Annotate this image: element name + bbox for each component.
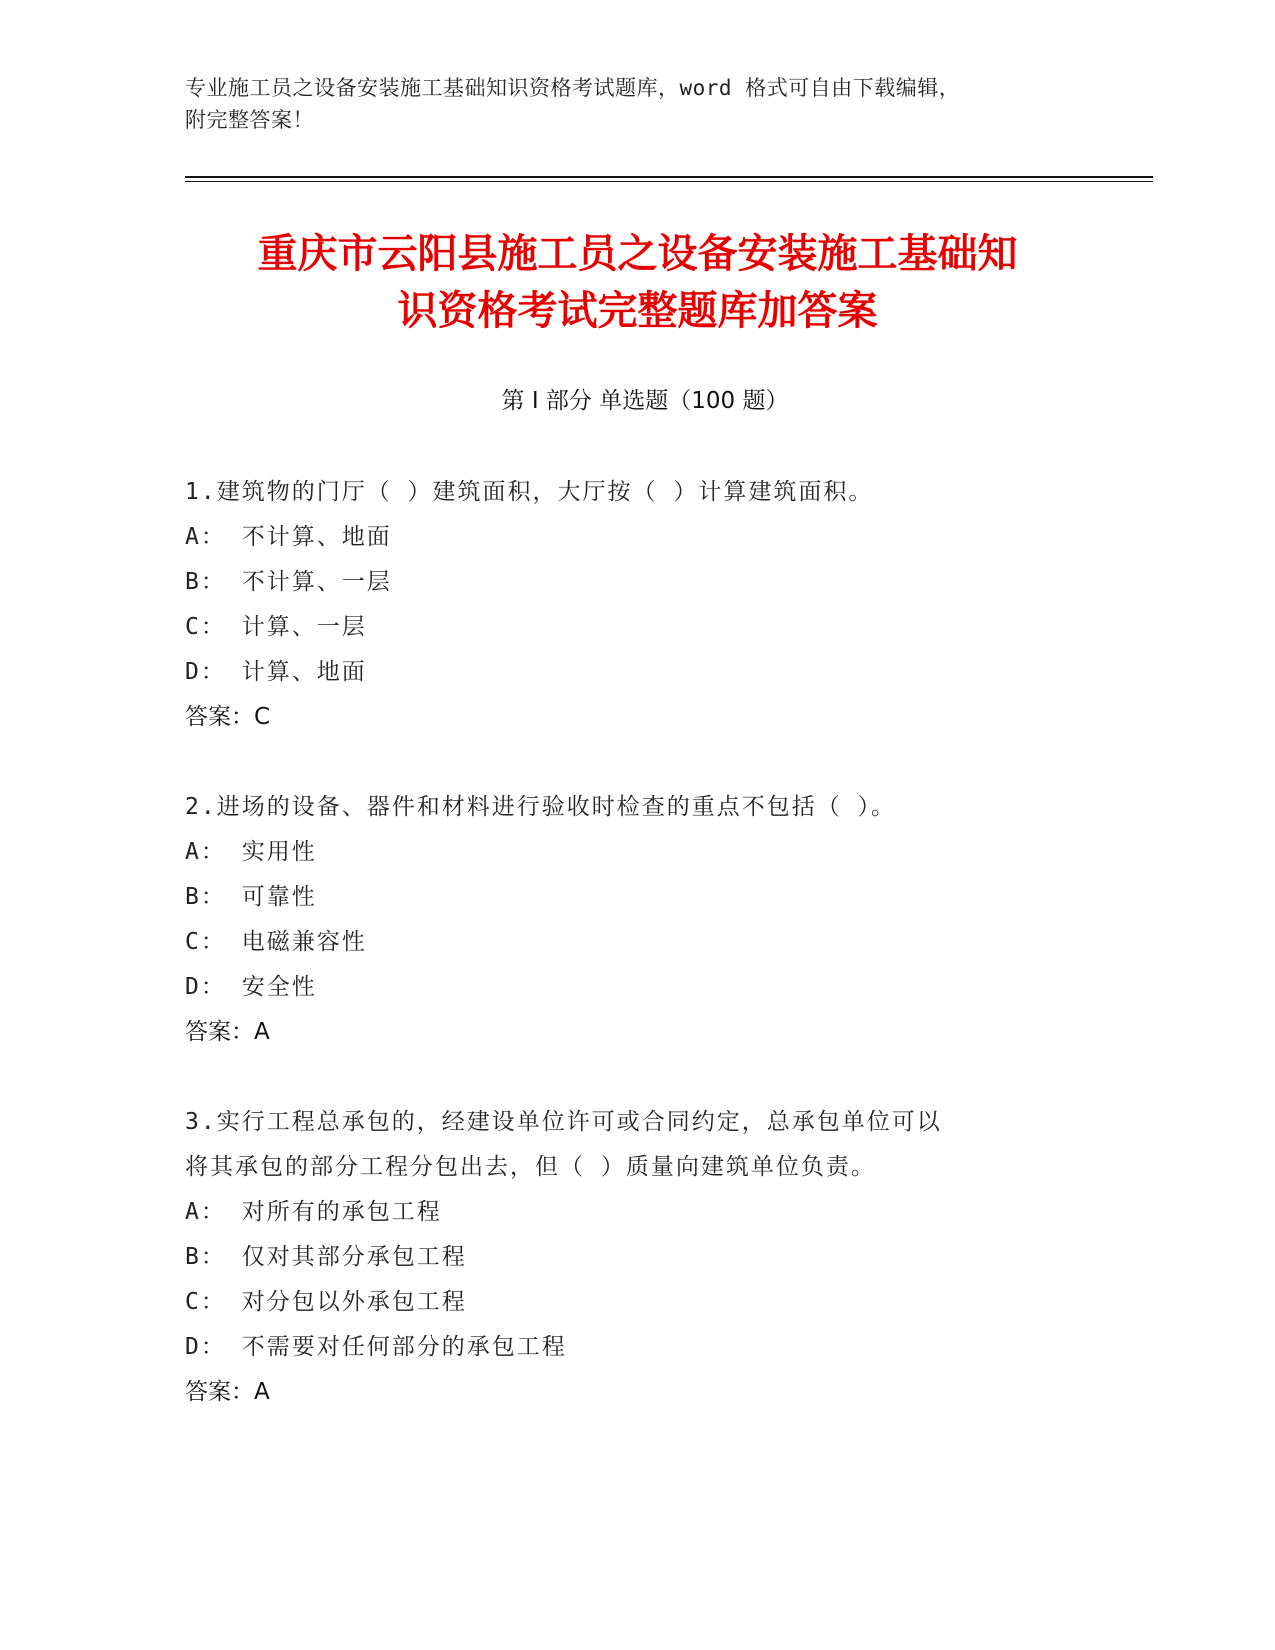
option-b: B： 可靠性 <box>185 884 317 910</box>
option-c: C： 电磁兼容性 <box>185 929 367 955</box>
option-a: A： 不计算、地面 <box>185 524 392 550</box>
option-d: D： 不需要对任何部分的承包工程 <box>185 1334 567 1360</box>
answer-line: 答案：A <box>185 1019 270 1045</box>
question-item <box>185 1100 1075 1415</box>
question-stem: 3.实行工程总承包的，经建设单位许可或合同约定，总承包单位可以 <box>185 1109 942 1135</box>
option-d: D： 安全性 <box>185 974 317 1000</box>
option-b: B： 仅对其部分承包工程 <box>185 1244 467 1270</box>
header-divider <box>185 176 1153 178</box>
option-a: A： 实用性 <box>185 839 317 865</box>
option-c: C： 计算、一层 <box>185 614 367 640</box>
document-title <box>150 226 1125 340</box>
option-a: A： 对所有的承包工程 <box>185 1199 442 1225</box>
header-note <box>185 72 1085 136</box>
option-c: C： 对分包以外承包工程 <box>185 1289 467 1315</box>
header-note-line: 专业施工员之设备安装施工基础知识资格考试题库，word 格式可自由下载编辑， <box>185 76 961 100</box>
answer-line: 答案：C <box>185 704 271 730</box>
document-title-line: 重庆市云阳县施工员之设备安装施工基础知 <box>257 231 1018 277</box>
section-title: 第 I 部分 单选题（100 题） <box>501 388 789 414</box>
question-item <box>185 470 1075 740</box>
option-b: B： 不计算、一层 <box>185 569 392 595</box>
question-item <box>185 785 1075 1055</box>
answer-line: 答案：A <box>185 1379 270 1405</box>
question-stem: 将其承包的部分工程分包出去，但（ ）质量向建筑单位负责。 <box>185 1154 876 1180</box>
document-title-line: 识资格考试完整题库加答案 <box>397 288 878 334</box>
option-d: D： 计算、地面 <box>185 659 367 685</box>
question-stem: 1.建筑物的门厅（ ）建筑面积，大厅按（ ）计算建筑面积。 <box>185 479 874 505</box>
question-stem: 2.进场的设备、器件和材料进行验收时检查的重点不包括（ ）。 <box>185 794 897 820</box>
header-divider-thin <box>185 181 1153 182</box>
header-note-line: 附完整答案！ <box>185 108 314 132</box>
